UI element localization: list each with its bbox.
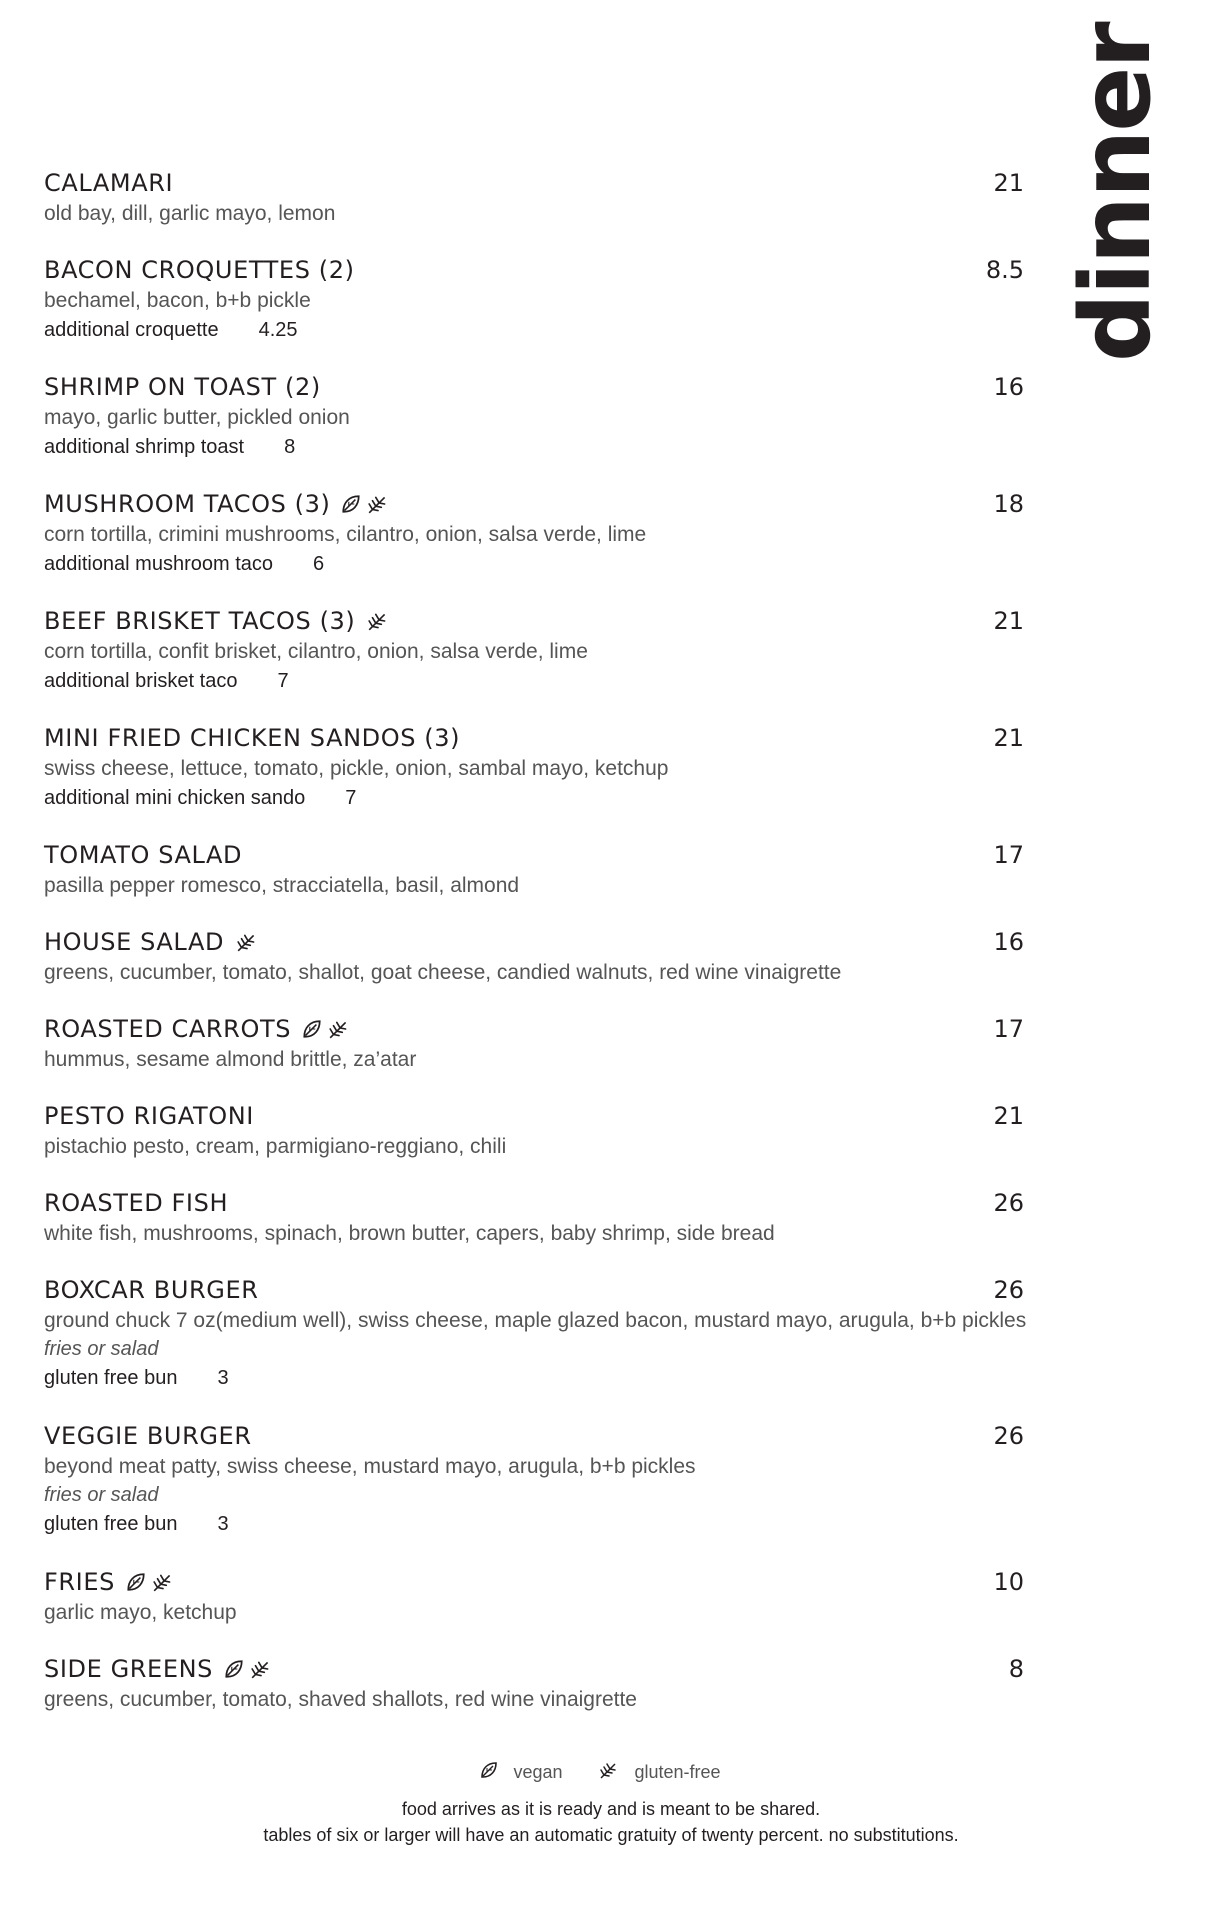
addon-price: 6 [313,553,325,575]
addon-label: additional shrimp toast [44,436,245,458]
menu-item-description: pistachio pesto, cream, parmigiano-reggiano, chili [44,1135,507,1158]
menu-item-description: beyond meat patty, swiss cheese, mustard mayo, arugula, b+b pickles [44,1455,696,1478]
leaf-icon [301,1018,323,1040]
addon-label: gluten free bun [44,1367,178,1389]
menu-item [44,168,1024,228]
menu-item-addon [44,1509,1024,1539]
menu-item-addon [44,1363,1024,1393]
menu-item-title [44,490,391,518]
menu-item-price: 18 [993,490,1024,518]
menu-item-description: greens, cucumber, tomato, shallot, goat cheese, candied walnuts, red wine vinaigrette [44,961,842,984]
menu-item [44,1567,1024,1627]
menu-item-addon [44,783,1024,813]
menu-item-header [44,1188,1024,1218]
menu-item-price: 21 [993,1102,1024,1130]
addon-price: 4.25 [258,319,298,341]
menu-item [44,1188,1024,1248]
leaf-icon [340,493,362,515]
wheat-icon [234,931,260,953]
addon-price: 3 [217,1367,229,1389]
menu-item [44,1101,1024,1161]
menu-item-price: 17 [993,841,1024,869]
diet-icons [301,1018,352,1040]
menu-item-header [44,1275,1024,1305]
menu-item-title [44,724,460,752]
wheat-icon [326,1018,352,1040]
menu-item-price: 26 [993,1276,1024,1304]
menu-item-name: FRIES [44,1568,115,1596]
legend [0,1760,1222,1785]
addon-label: gluten free bun [44,1513,178,1535]
menu-item [44,489,1024,579]
menu-item-title [44,1422,252,1450]
menu-item-description: hummus, sesame almond brittle, za’atar [44,1048,417,1071]
menu-item-description: garlic mayo, ketchup [44,1601,237,1624]
menu-item-description: corn tortilla, crimini mushrooms, cilantro, onion, salsa verde, lime [44,523,647,546]
footer-line-gratuity: tables of six or larger will have an automatic gratuity of twenty percent. no substitutions. [263,1825,959,1845]
menu-item-header [44,723,1024,753]
wheat-icon [248,1658,274,1680]
menu-item-name: BACON CROQUETTES (2) [44,256,355,284]
menu-item-title [44,841,242,869]
menu-item-title [44,1655,274,1683]
addon-price: 7 [277,670,289,692]
menu-item-description: greens, cucumber, tomato, shaved shallots, red wine vinaigrette [44,1688,637,1711]
wheat-icon [365,493,391,515]
menu-item-header [44,1654,1024,1684]
menu-item [44,927,1024,987]
menu-item-price: 16 [993,928,1024,956]
addon-price: 7 [345,787,357,809]
menu-item-name: SIDE GREENS [44,1655,213,1683]
menu-item-header [44,372,1024,402]
diet-icons [125,1571,176,1593]
menu-item-header [44,1014,1024,1044]
legend-vegan-label: vegan [513,1762,563,1782]
wheat-icon [150,1571,176,1593]
menu-item-header [44,927,1024,957]
menu-item-description: pasilla pepper romesco, stracciatella, basil, almond [44,874,520,897]
menu-item-header [44,840,1024,870]
menu-item-header [44,1421,1024,1451]
menu-item [44,255,1024,345]
menu-item-price: 17 [993,1015,1024,1043]
menu-item-description: bechamel, bacon, b+b pickle [44,289,311,312]
menu-item-addon [44,432,1024,462]
menu-item-title [44,607,391,635]
menu-item [44,1654,1024,1714]
menu-item-description: corn tortilla, confit brisket, cilantro, onion, salsa verde, lime [44,640,588,663]
menu-item-price: 21 [993,607,1024,635]
menu-item-title [44,1015,352,1043]
menu-item [44,723,1024,813]
menu-item [44,606,1024,696]
menu-item-header [44,1101,1024,1131]
menu-item-price: 8.5 [985,256,1024,284]
menu-item-name: ROASTED FISH [44,1189,229,1217]
addon-label: additional brisket taco [44,670,238,692]
legend-gluten-free-label: gluten-free [634,1762,721,1782]
menu-item-header [44,606,1024,636]
footer-line-share: food arrives as it is ready and is meant to be shared. [401,1799,821,1819]
footer [0,1796,1222,1848]
menu-item-name: HOUSE SALAD [44,928,225,956]
menu-item-price: 10 [993,1568,1024,1596]
leaf-icon [125,1571,147,1593]
menu-item-side-note: fries or salad [44,1338,159,1360]
menu-item-description: white fish, mushrooms, spinach, brown butter, capers, baby shrimp, side bread [44,1222,775,1245]
menu-item-price: 26 [993,1189,1024,1217]
menu-item-name: BOXCAR BURGER [44,1276,259,1304]
menu-item [44,1421,1024,1539]
menu-item-name: MINI FRIED CHICKEN SANDOS (3) [44,724,461,752]
menu-item-name: BEEF BRISKET TACOS (3) [44,607,356,635]
menu-item [44,1275,1027,1393]
menu-item-description: mayo, garlic butter, pickled onion [44,406,350,429]
menu-item-title [44,373,321,401]
addon-label: additional croquette [44,319,219,341]
addon-label: additional mini chicken sando [44,787,306,809]
menu-item-price: 16 [993,373,1024,401]
menu-item-name: MUSHROOM TACOS (3) [44,490,331,518]
menu-item-title [44,1568,176,1596]
wheat-icon [598,1760,620,1785]
menu-item-header [44,489,1024,519]
menu-item [44,1014,1024,1074]
addon-price: 8 [284,436,296,458]
leaf-icon [479,1760,499,1785]
menu-item-description: ground chuck 7 oz(medium well), swiss cheese, maple glazed bacon, mustard mayo, arugula, b+b pickles [44,1309,1027,1332]
diet-icons [365,610,391,632]
diet-icons [223,1658,274,1680]
diet-icons [234,931,260,953]
menu-item-name: ROASTED CARROTS [44,1015,292,1043]
menu-item [44,372,1024,462]
wheat-icon [365,610,391,632]
menu-item-name: VEGGIE BURGER [44,1422,252,1450]
menu-item-title [44,256,355,284]
addon-price: 3 [217,1513,229,1535]
menu-item-addon [44,315,1024,345]
menu-item-name: TOMATO SALAD [44,841,243,869]
menu-item-header [44,1567,1024,1597]
menu-item-name: PESTO RIGATONI [44,1102,254,1130]
menu-item [44,840,1024,900]
menu-item-price: 8 [1008,1655,1024,1683]
leaf-icon [223,1658,245,1680]
menu-item-name: CALAMARI [44,169,174,197]
menu-item-title [44,1189,228,1217]
menu-item-title [44,169,173,197]
menu-item-price: 21 [993,724,1024,752]
menu-item-description: swiss cheese, lettuce, tomato, pickle, onion, sambal mayo, ketchup [44,757,669,780]
menu-item-addon [44,549,1024,579]
menu-item-title [44,1102,254,1130]
addon-label: additional mushroom taco [44,553,274,575]
menu-item-description: old bay, dill, garlic mayo, lemon [44,202,336,225]
menu-item-title [44,928,260,956]
page-title: dinner [1060,23,1172,362]
diet-icons [340,493,391,515]
menu-item-name: SHRIMP ON TOAST (2) [44,373,321,401]
menu-item-price: 21 [993,169,1024,197]
menu-item-addon [44,666,1024,696]
menu-item-title [44,1276,259,1304]
menu-item-side-note: fries or salad [44,1484,159,1506]
menu-item-price: 26 [993,1422,1024,1450]
menu-item-header [44,255,1024,285]
menu-item-header [44,168,1024,198]
